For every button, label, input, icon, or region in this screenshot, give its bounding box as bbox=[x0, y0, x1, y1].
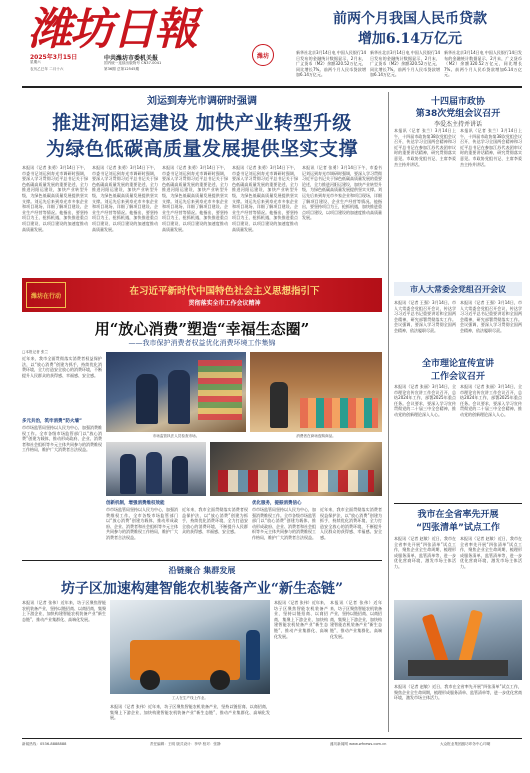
worker-figure bbox=[172, 456, 188, 494]
feature-caption-2: 消费者在商场选购商品。 bbox=[296, 434, 336, 438]
banner bbox=[22, 278, 382, 312]
right-a4-body-3: 本报讯（记者 赵敏）近日，我市在全省率先开展“四张清单”试点工作，聚焦企业全生命周期，梳理形成服务清单、监管清单等，进一步优化营商环境，激发市场主体活力。 bbox=[394, 684, 522, 701]
right-a1-body-2: 本报讯（记者 张兰）3月14日上午，十四届市政协第38次党组会议召开，传达学习全国两会精神和习近平总书记在参加江苏代表团审议时的重要讲话精神，研究贯彻落实意见。市政协党组书记、主席李爱杰主持并讲话。 bbox=[460, 128, 522, 167]
feature-photo-3 bbox=[106, 442, 206, 496]
officer-figure bbox=[136, 374, 158, 424]
footer-editors: 责任编辑：王明 版式设计：李华 校对：张静 bbox=[150, 742, 221, 746]
masthead-rule bbox=[22, 86, 522, 88]
masthead-issue: 农历乙巳年 二月十六 bbox=[30, 67, 64, 71]
bottom-body-col2: 本报讯（记者 张伟）近年来，坊子区聚焦智能农机装备产业，坚持以链招商、以商招商，集聚上下游企业，加快构建智能农机装备产业“新生态链”，推动产业集群化、高端化发展。 bbox=[274, 600, 328, 639]
seal-stamp: 潍坊 bbox=[252, 44, 274, 66]
feature-body-col3: 近年来，我市全面贯彻落实消费者权益保护法，以“放心消费”创建为抓手，持续优化消费环境，全力打造安全放心的消费环境，不断提升人民群众的获得感、幸福感、安全感。 bbox=[182, 507, 248, 535]
masthead-date: 2025年3月15日 bbox=[30, 54, 78, 61]
worker-figure bbox=[246, 630, 260, 680]
masthead-logo: 潍坊日報 bbox=[28, 4, 196, 55]
machine-wheel bbox=[140, 670, 160, 690]
banner-main: 在习近平新时代中国特色社会主义思想指引下 bbox=[129, 286, 320, 297]
column-divider bbox=[388, 92, 389, 732]
lead-body-col4: 本报讯（记者 张勇）3月14日下午，市委书记刘运到寿光市调研时强调，要深入学习贯彻习近平总书记关于绿色低碳高质量发展的重要论述，全力推进河阳运建设，加快产业转型升级，为绿色低碳高质量发展提供坚实支撑。刘运先后来到寿光市多家企业和项目现场，详细了解项目建设、企业生产经营等情况。他指出，要坚持项目为王，抢抓机遇，加快推进重点项目建设，以项目建设的加速度推动高质量发展。 bbox=[232, 165, 298, 232]
feature-subhead-2: 创新机制，增强消费维权效能 bbox=[106, 501, 165, 506]
feature-body-col1: 近年来，我市全面贯彻落实消费者权益保护法，以“放心消费”创建为抓手，持续优化消费环境，全力打造安全放心的消费环境，不断提升人民群众的获得感、幸福感、安全感。 bbox=[22, 356, 102, 378]
banner-badge: 潍坊在行动 bbox=[26, 282, 66, 308]
section-rule bbox=[22, 560, 382, 561]
top-news-body-3: 新华社北京3月14日电 中国人民银行14日发布的金融统计数据显示，2月末，广义货币（M2）余额320.52万亿元，同比增长7%。前两个月人民币贷款增加6.14万亿元。 bbox=[444, 50, 522, 78]
top-news-body-2: 新华社北京3月14日电 中国人民银行14日发布的金融统计数据显示，2月末，广义货币（M2）余额320.52万亿元，同比增长7%。前两个月人民币贷款增加6.14万亿元。 bbox=[370, 50, 440, 78]
produce-display bbox=[300, 398, 378, 428]
lead-body-col2: 本报讯（记者 张勇）3月14日下午，市委书记刘运到寿光市调研时强调，要深入学习贯彻习近平总书记关于绿色低碳高质量发展的重要论述，全力推进河阳运建设，加快产业转型升级，为绿色低碳高质量发展提供坚实支撑。刘运先后来到寿光市多家企业和项目现场，详细了解项目建设、企业生产经营等情况。他指出，要坚持项目为王，抢抓机遇，加快推进重点项目建设，以项目建设的加速度推动高质量发展。 bbox=[92, 165, 158, 232]
right-a2-title: 市人大常委会党组召开会议 bbox=[410, 285, 506, 294]
feature-body-col1b: 市市场监管局坚持以人民为中心，加强消费维权工作。全市各级市场监管部门以“放心消费”创建为载体，推动形成政府、企业、消费者和社会组织等多元主体共同参与的消费维权工作格局，维护广大消费者合法权益。 bbox=[22, 425, 102, 453]
footer-print: 大众报业集团潍坊印务中心印刷 bbox=[440, 742, 491, 746]
feature-subhead-1: 多元共治，筑牢消费“防火墙” bbox=[22, 419, 82, 424]
top-news-title: 前两个月我国人民币贷款 bbox=[333, 11, 487, 27]
worker-figure bbox=[146, 452, 162, 494]
worker-figure bbox=[120, 454, 136, 494]
footer-rule bbox=[22, 738, 522, 739]
right-a1-title: 十四届市政协 bbox=[430, 97, 485, 107]
right-a4-body-2: 本报讯（记者 赵敏）近日，我市在全省率先开展“四张清单”试点工作，聚焦企业全生命周期，梳理形成服务清单、监管清单等，进一步优化营商环境，激发市场主体活力。 bbox=[460, 536, 522, 569]
feature-subhead-3: 优化服务，提振消费信心 bbox=[252, 501, 302, 506]
bottom-photo bbox=[110, 600, 270, 694]
right-a3-body-2: 本报讯（记者 张丽）3月14日，全市理论宣传宣讲工作会议召开，总结2024年工作，部署2025年重点任务。会议要求，要深入学习宣传贯彻党的二十届三中全会精神，推动党的创新理论深入人心。 bbox=[460, 384, 522, 417]
feature-caption-1: 市场监管执法人员检查市场。 bbox=[152, 434, 200, 438]
bottom-body-col4: 本报讯（记者 张伟）近年来，坊子区聚焦智能农机装备产业，坚持以链招商、以商招商，集聚上下游企业，加快构建智能农机装备产业“新生态链”，推动产业集群化、高端化发展。 bbox=[110, 704, 270, 721]
machine-base bbox=[408, 660, 508, 676]
feature-photo-4 bbox=[210, 442, 382, 496]
banner-sub: 贯彻落实全市工作会议精神 bbox=[188, 300, 261, 307]
top-news-body: 新华社北京3月14日电 中国人民银行14日发布的金融统计数据显示，2月末，广义货币（M2）余额320.52万亿元，同比增长7%。前两个月人民币贷款增加6.14万亿元。 bbox=[296, 50, 366, 78]
lead-headline-1: 推进河阳运建设 加快产业转型升级 bbox=[52, 112, 352, 134]
right-a2-body-2: 本报讯（记者 王强）3月14日，市人大常委会党组召开会议，传达学习习近平总书记重要讲话和全国两会精神，研究部署贯彻落实工作。会议强调，要深入学习贯彻全国两会精神，依法履职尽责。 bbox=[460, 300, 522, 333]
right-rule bbox=[394, 503, 522, 504]
right-a1-subtitle: 李爱杰主持并讲话 bbox=[433, 121, 482, 128]
feature-subtitle: ——我市保护消费者权益优化消费环境工作集锦 bbox=[128, 339, 276, 347]
lead-body-col1: 本报讯（记者 张勇）3月14日下午，市委书记刘运到寿光市调研时强调，要深入学习贯彻习近平总书记关于绿色低碳高质量发展的重要论述，全力推进河阳运建设，加快产业转型升级，为绿色低碳高质量发展提供坚实支撑。刘运先后来到寿光市多家企业和项目现场，详细了解项目建设、企业生产经营等情况。他指出，要坚持项目为王，抢抓机遇，加快推进重点项目建设，以项目建设的加速度推动高质量发展。 bbox=[22, 165, 88, 232]
officer-figure bbox=[168, 370, 190, 424]
top-news-subtitle: 增加6.14万亿元 bbox=[357, 31, 463, 47]
lead-body-col3: 本报讯（记者 张勇）3月14日下午，市委书记刘运到寿光市调研时强调，要深入学习贯彻习近平总书记关于绿色低碳高质量发展的重要论述，全力推进河阳运建设，加快产业转型升级，为绿色低碳高质量发展提供坚实支撑。刘运先后来到寿光市多家企业和项目现场，详细了解项目建设、企业生产经营等情况。他指出，要坚持项目为王，抢抓机遇，加快推进重点项目建设，以项目建设的加速度推动高质量发展。 bbox=[162, 165, 228, 232]
feature-photo-2 bbox=[250, 352, 382, 432]
feature-byline: □本报记者 张兰 bbox=[22, 350, 49, 354]
shopper-figure bbox=[270, 382, 288, 428]
right-a3-body-1: 本报讯（记者 张丽）3月14日，全市理论宣传宣讲工作会议召开，总结2024年工作，部署2025年重点任务。会议要求，要深入学习宣传贯彻党的二十届三中全会精神，推动党的创新理论深入人心。 bbox=[394, 384, 456, 417]
lead-body-col5: 本报讯（记者 张勇）3月14日下午，市委书记刘运到寿光市调研时强调，要深入学习贯彻习近平总书记关于绿色低碳高质量发展的重要论述，全力推进河阳运建设，加快产业转型升级，为绿色低碳高质量发展提供坚实支撑。刘运先后来到寿光市多家企业和项目现场，详细了解项目建设、企业生产经营等情况。他指出，要坚持项目为王，抢抓机遇，加快推进重点项目建设，以项目建设的加速度推动高质量发展。 bbox=[302, 165, 382, 221]
masthead-issue-number: 第36期 总第12545期 bbox=[104, 67, 140, 71]
feature-headline: 用“放心消费”塑造“幸福生态圈” bbox=[94, 320, 310, 338]
feature-photo-1 bbox=[106, 352, 246, 432]
right-a1-title-2: 第38次党组会议召开 bbox=[415, 109, 501, 119]
right-a3-title-2: 工作会议召开 bbox=[430, 372, 485, 382]
bottom-headline: 坊子区加速构建智能农机装备产业“新生态链” bbox=[60, 581, 344, 597]
footer-web: 潍坊新闻网 www.wfnews.com.cn bbox=[330, 742, 387, 746]
masthead-cn: 国内统一连续出版物号 CN37-0041 bbox=[104, 61, 162, 65]
masthead-org: 中共潍坊市委机关报 bbox=[104, 55, 159, 62]
masthead-weekday: 星期六 bbox=[30, 60, 41, 64]
right-a3-title: 全市理论宣传宣讲 bbox=[421, 359, 494, 369]
bottom-kicker: 沿链聚合 集群发展 bbox=[168, 566, 236, 575]
footer-tel: 新闻热线：0536-8888888 bbox=[22, 742, 67, 746]
bottom-body-col3: 本报讯（记者 张伟）近年来，坊子区聚焦智能农机装备产业，坚持以链招商、以商招商，集聚上下游企业，加快构建智能农机装备产业“新生态链”，推动产业集群化、高端化发展。 bbox=[330, 600, 382, 639]
shelf-goods bbox=[198, 360, 242, 420]
feature-body-col5: 近年来，我市全面贯彻落实消费者权益保护法，以“放心消费”创建为抓手，持续优化消费环境，全力打造安全放心的消费环境，不断提升人民群众的获得感、幸福感、安全感。 bbox=[320, 507, 382, 540]
lead-headline-2: 为绿色低碳高质量发展提供坚实支撑 bbox=[45, 138, 358, 160]
right-a2-body-1: 本报讯（记者 王强）3月14日，市人大常委会党组召开会议，传达学习习近平总书记重要讲话和全国两会精神，研究部署贯彻落实工作。会议强调，要深入学习贯彻全国两会精神，依法履职尽责。 bbox=[394, 300, 456, 333]
bottom-caption: 工人在生产线上作业。 bbox=[172, 696, 208, 700]
market-stall bbox=[218, 470, 374, 492]
right-a1-body-1: 本报讯（记者 张兰）3月14日上午，十四届市政协第38次党组会议召开，传达学习全国两会精神和习近平总书记在参加江苏代表团审议时的重要讲话精神，研究贯彻落实意见。市政协党组书记、主席李爱杰主持并讲话。 bbox=[394, 128, 456, 167]
right-a4-body-1: 本报讯（记者 赵敏）近日，我市在全省率先开展“四张清单”试点工作，聚焦企业全生命周期，梳理形成服务清单、监管清单等，进一步优化营商环境，激发市场主体活力。 bbox=[394, 536, 456, 569]
right-a4-title: 我市在全省率先开展 bbox=[417, 510, 499, 520]
right-a4-title-2: “四张清单”试点工作 bbox=[416, 523, 500, 533]
right-photo bbox=[394, 600, 522, 680]
lead-kicker: 刘运到寿光市调研时强调 bbox=[147, 96, 257, 107]
machine-wheel bbox=[210, 670, 230, 690]
feature-body-col2: 市市场监管局坚持以人民为中心，加强消费维权工作。全市各级市场监管部门以“放心消费”创建为载体，推动形成政府、企业、消费者和社会组织等多元主体共同参与的消费维权工作格局，维护广大消费者合法权益。 bbox=[106, 507, 178, 540]
bottom-body-col1: 本报讯（记者 张伟）近年来，坊子区聚焦智能农机装备产业，坚持以链招商、以商招商，集聚上下游企业，加快构建智能农机装备产业“新生态链”，推动产业集群化、高端化发展。 bbox=[22, 600, 106, 622]
feature-body-col4: 市市场监管局坚持以人民为中心，加强消费维权工作。全市各级市场监管部门以“放心消费”创建为载体，推动形成政府、企业、消费者和社会组织等多元主体共同参与的消费维权工作格局，维护广大消费者合法权益。 bbox=[252, 507, 316, 540]
